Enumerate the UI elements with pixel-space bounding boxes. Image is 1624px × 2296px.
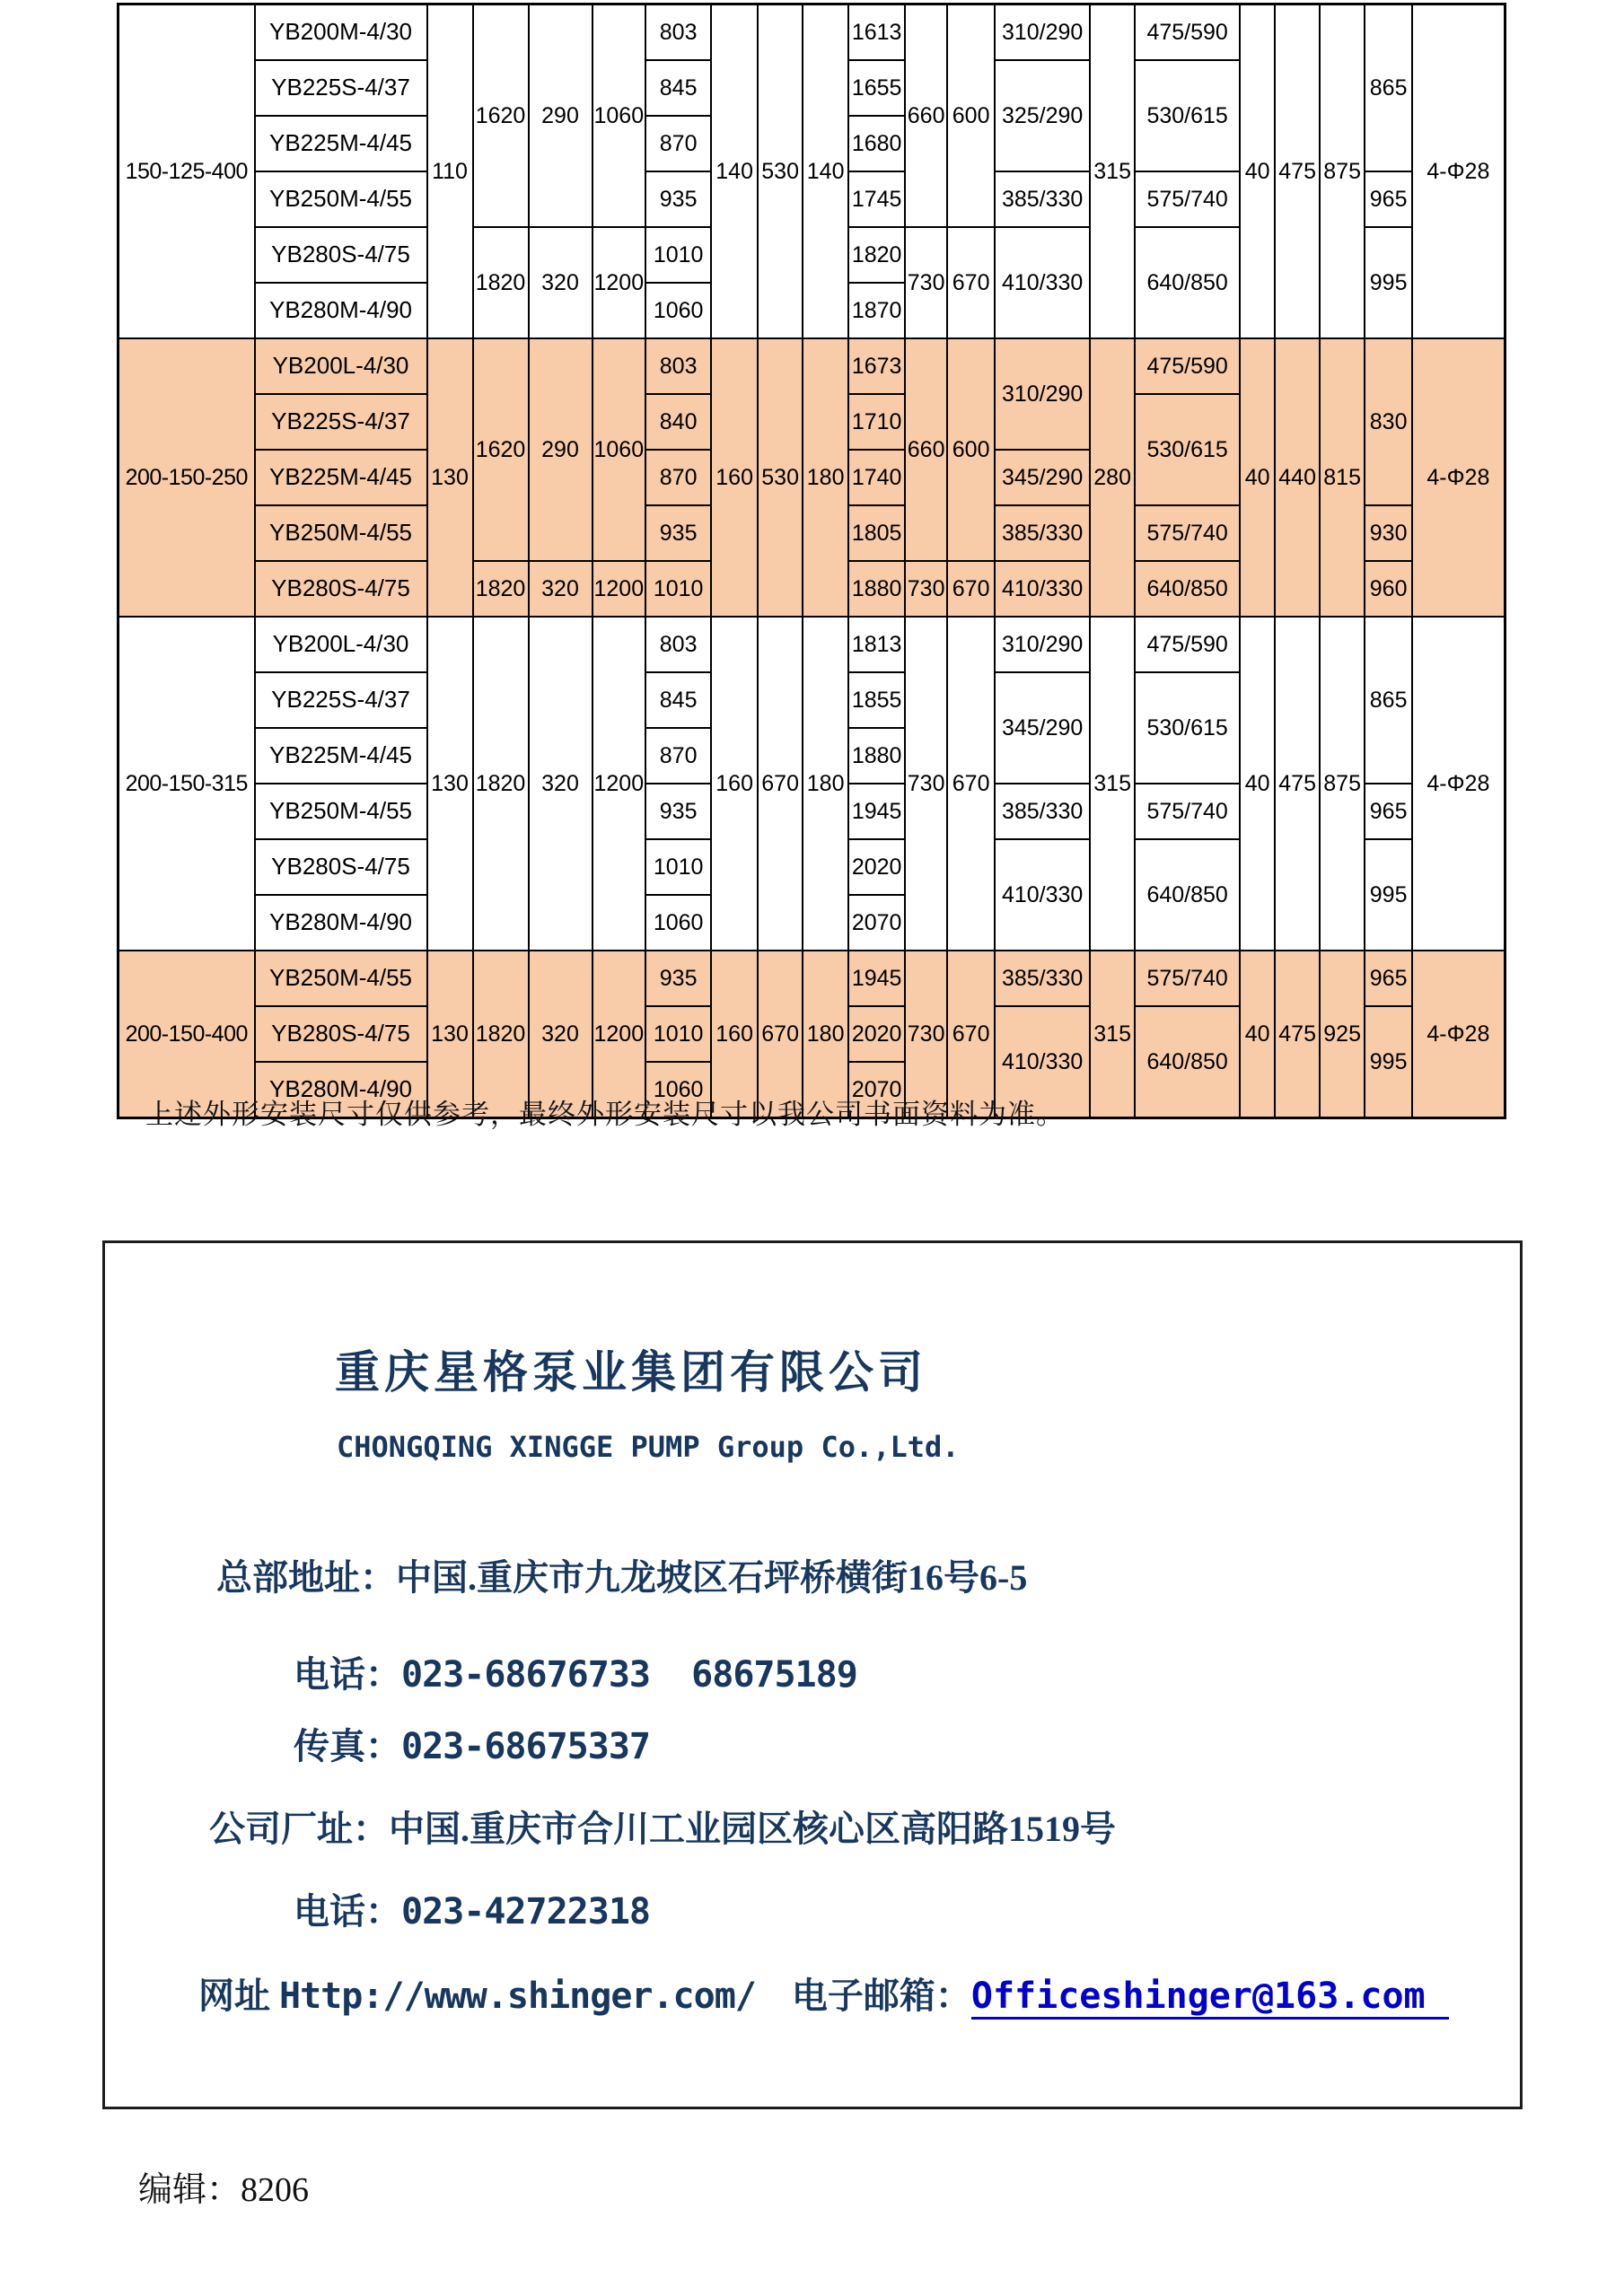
factory-address-label: 公司厂址： (209, 1809, 389, 1849)
dimension-cell: 1655 (848, 60, 905, 116)
dimension-cell: 1620 (473, 4, 529, 228)
dimension-cell: 830 (1365, 338, 1412, 505)
website-url: Http://www.shinger.com/ (279, 1976, 756, 2017)
dimension-cell: 575/740 (1135, 784, 1240, 839)
dimension-cell: 40 (1240, 951, 1275, 1118)
dimension-cell: 310/290 (995, 338, 1090, 450)
motor-model-cell: YB280S-4/75 (255, 561, 427, 617)
dimension-cell: 640/850 (1135, 1006, 1240, 1118)
dimension-cell: 130 (427, 338, 473, 617)
dimension-cell: 670 (947, 561, 995, 617)
dimension-cell: 1060 (645, 1062, 711, 1118)
dimension-cell: 2070 (848, 1062, 905, 1118)
table-body (119, 4, 1505, 1118)
dimension-cell: 803 (645, 338, 711, 394)
dimension-cell: 320 (529, 617, 593, 951)
dimension-cell: 995 (1365, 1006, 1412, 1118)
dimension-cell: 1945 (848, 784, 905, 839)
dimension-cell: 1060 (593, 338, 646, 561)
company-name-zh: 重庆星格泵业集团有限公司 (335, 1347, 927, 1398)
dimension-cell: 960 (1365, 561, 1412, 617)
motor-model-cell: YB225M-4/45 (255, 116, 427, 171)
dimension-cell: 965 (1365, 784, 1412, 839)
dimension-cell: 730 (905, 227, 947, 338)
dimension-cell: 385/330 (995, 784, 1090, 839)
dimension-cell: 925 (1320, 951, 1365, 1118)
dimension-cell: 280 (1090, 338, 1135, 617)
dimension-cell: 1880 (848, 561, 905, 617)
motor-model-cell: YB280S-4/75 (255, 227, 427, 283)
dimension-cell: 730 (905, 617, 947, 951)
dimension-cell: 1870 (848, 283, 905, 338)
motor-model-cell: YB250M-4/55 (255, 505, 427, 561)
dimension-cell: 310/290 (995, 4, 1090, 61)
dimension-cell: 110 (427, 4, 473, 339)
dimension-cell: 865 (1365, 4, 1412, 172)
dimension-cell: 140 (711, 4, 758, 339)
dimension-cell: 315 (1090, 617, 1135, 951)
dimension-cell: 865 (1365, 617, 1412, 784)
dimension-cell: 640/850 (1135, 839, 1240, 951)
dimension-cell: 1680 (848, 116, 905, 171)
dimension-cell: 320 (529, 951, 593, 1118)
dimension-cell: 410/330 (995, 1006, 1090, 1118)
dimension-cell: 640/850 (1135, 561, 1240, 617)
motor-model-cell: YB280M-4/90 (255, 283, 427, 338)
dimension-cell: 660 (905, 338, 947, 561)
phone2-label: 电话： (294, 1891, 401, 1932)
dimension-cell: 410/330 (995, 227, 1090, 338)
dimension-cell: 4-Φ28 (1412, 4, 1505, 339)
motor-model-cell: YB225S-4/37 (255, 672, 427, 728)
dimension-cell: 815 (1320, 338, 1365, 617)
hq-address-value: 中国.重庆市九龙坡区石坪桥横街16号6-5 (396, 1557, 1028, 1598)
dimension-cell: 475/590 (1135, 617, 1240, 672)
dimension-cell: 4-Φ28 (1412, 951, 1505, 1118)
dimension-cell: 1945 (848, 951, 905, 1006)
dimension-cell: 965 (1365, 171, 1412, 227)
motor-model-cell: YB280S-4/75 (255, 1006, 427, 1062)
dimension-cell: 730 (905, 561, 947, 617)
dimension-cell: 4-Φ28 (1412, 617, 1505, 951)
dimension-cell: 1620 (473, 338, 529, 561)
dimension-cell: 575/740 (1135, 951, 1240, 1006)
motor-model-cell: YB225M-4/45 (255, 450, 427, 505)
dimension-cell: 1820 (473, 561, 529, 617)
dimension-cell: 1820 (473, 227, 529, 338)
dimension-cell: 475/590 (1135, 338, 1240, 394)
dimension-cell: 845 (645, 60, 711, 116)
dimension-cell: 935 (645, 505, 711, 561)
dimension-cell: 803 (645, 617, 711, 672)
dimension-cell: 385/330 (995, 505, 1090, 561)
dimension-cell: 670 (758, 617, 803, 951)
dimension-cell: 40 (1240, 4, 1275, 339)
dimension-cell: 40 (1240, 338, 1275, 617)
dimension-cell: 1200 (593, 561, 646, 617)
dimension-cell: 130 (427, 617, 473, 951)
dimension-cell: 1010 (645, 1006, 711, 1062)
dimension-cell: 670 (947, 617, 995, 951)
motor-model-cell: YB225S-4/37 (255, 394, 427, 450)
dimension-cell: 160 (711, 617, 758, 951)
dimension-cell: 1820 (848, 227, 905, 283)
motor-model-cell: YB250M-4/55 (255, 171, 427, 227)
dimension-cell: 870 (645, 728, 711, 784)
dimension-cell: 440 (1275, 338, 1320, 617)
dimension-cell: 2020 (848, 839, 905, 895)
dimension-cell: 475 (1275, 4, 1320, 339)
dimension-cell: 660 (905, 4, 947, 228)
dimension-cell: 575/740 (1135, 505, 1240, 561)
dimension-cell: 1813 (848, 617, 905, 672)
motor-model-cell: YB280M-4/90 (255, 1062, 427, 1118)
pump-size-cell: 200-150-250 (119, 338, 255, 617)
dimension-cell: 840 (645, 394, 711, 450)
dimension-cell: 410/330 (995, 561, 1090, 617)
dimension-cell: 1855 (848, 672, 905, 728)
dimension-cell: 875 (1320, 617, 1365, 951)
pump-size-cell: 150-125-400 (119, 4, 255, 339)
dimension-cell: 140 (803, 4, 848, 339)
dimension-cell: 290 (529, 338, 593, 561)
dimension-cell: 575/740 (1135, 171, 1240, 227)
dimension-cell: 530 (758, 338, 803, 617)
dimension-cell: 4-Φ28 (1412, 338, 1505, 617)
dimension-cell: 1200 (593, 617, 646, 951)
dimension-cell: 345/290 (995, 672, 1090, 784)
motor-model-cell: YB250M-4/55 (255, 951, 427, 1006)
dimension-cell: 530/615 (1135, 394, 1240, 505)
dimension-cell: 600 (947, 338, 995, 561)
dimension-cell: 1740 (848, 450, 905, 505)
dimension-cell: 475/590 (1135, 4, 1240, 61)
web-email-line (145, 1925, 1449, 2061)
fax-value: 023-68675337 (401, 1726, 650, 1767)
dimension-cell: 870 (645, 116, 711, 171)
pump-size-cell: 200-150-315 (119, 617, 255, 951)
dimension-cell: 1010 (645, 839, 711, 895)
dimension-cell: 160 (711, 951, 758, 1118)
pump-size-cell: 200-150-400 (119, 951, 255, 1118)
dimension-cell: 530 (758, 4, 803, 339)
dimension-cell: 385/330 (995, 951, 1090, 1006)
dimension-cell: 670 (947, 951, 995, 1118)
motor-model-cell: YB225M-4/45 (255, 728, 427, 784)
disclaimer-note: 上述外形安装尺寸仅供参考，最终外形安装尺寸以我公司书面资料为准。 (145, 1099, 1065, 1130)
fax-label: 传真： (294, 1726, 401, 1766)
dimension-cell: 1710 (848, 394, 905, 450)
dimension-cell: 290 (529, 4, 593, 228)
dimension-cell: 600 (947, 4, 995, 228)
website-label: 网址 (198, 1976, 270, 2016)
dimension-cell: 1745 (848, 171, 905, 227)
motor-model-cell: YB250M-4/55 (255, 784, 427, 839)
dimension-cell: 325/290 (995, 60, 1090, 171)
dimension-cell: 1673 (848, 338, 905, 394)
phone2-value: 023-42722318 (401, 1891, 650, 1932)
dimension-cell: 310/290 (995, 617, 1090, 672)
dimension-cell: 1820 (473, 951, 529, 1118)
email-link[interactable]: Officeshinger@163.com (971, 1976, 1449, 2020)
dimension-cell: 1060 (593, 4, 646, 228)
dimension-cell: 640/850 (1135, 227, 1240, 338)
email-label: 电子邮箱： (791, 1976, 971, 2016)
motor-model-cell: YB280M-4/90 (255, 895, 427, 951)
dimension-cell: 670 (758, 951, 803, 1118)
dimension-cell: 180 (803, 617, 848, 951)
dimension-cell: 1060 (645, 895, 711, 951)
dimension-cell: 1820 (473, 617, 529, 951)
dimension-cell: 1200 (593, 227, 646, 338)
dimension-cell: 730 (905, 951, 947, 1118)
dimension-cell: 475 (1275, 617, 1320, 951)
dimension-cell: 935 (645, 171, 711, 227)
phone1-value: 023-68676733 68675189 (401, 1654, 857, 1696)
dimension-cell: 935 (645, 951, 711, 1006)
dimension-cell: 1060 (645, 283, 711, 338)
dimension-cell: 1010 (645, 561, 711, 617)
dimension-cell: 870 (645, 450, 711, 505)
dimension-cell: 320 (529, 227, 593, 338)
dimension-cell: 315 (1090, 951, 1135, 1118)
dimension-cell: 530/615 (1135, 60, 1240, 171)
editor-footer: 编辑：8206 (138, 2171, 310, 2209)
dimension-cell: 1613 (848, 4, 905, 61)
dimension-cell: 2020 (848, 1006, 905, 1062)
dimension-cell: 475 (1275, 951, 1320, 1118)
motor-model-cell: YB225S-4/37 (255, 60, 427, 116)
factory-address-value: 中国.重庆市合川工业园区核心区高阳路1519号 (389, 1809, 1116, 1849)
motor-model-cell: YB200L-4/30 (255, 617, 427, 672)
dimension-cell: 845 (645, 672, 711, 728)
dimension-cell: 2070 (848, 895, 905, 951)
dimension-cell: 160 (711, 338, 758, 617)
dimension-cell: 1880 (848, 728, 905, 784)
dimension-cell: 180 (803, 338, 848, 617)
dimension-cell: 1010 (645, 227, 711, 283)
company-name-en: CHONGQING XINGGE PUMP Group Co.,Ltd. (337, 1430, 960, 1464)
dimension-cell: 315 (1090, 4, 1135, 339)
motor-model-cell: YB200L-4/30 (255, 338, 427, 394)
motor-model-cell: YB280S-4/75 (255, 839, 427, 895)
dimension-cell: 40 (1240, 617, 1275, 951)
dimension-cell: 995 (1365, 227, 1412, 338)
dimension-cell: 345/290 (995, 450, 1090, 505)
dimension-cell: 670 (947, 227, 995, 338)
hq-address-label: 总部地址： (216, 1557, 396, 1598)
dimension-cell: 935 (645, 784, 711, 839)
dimension-cell: 530/615 (1135, 672, 1240, 784)
phone1-label: 电话： (294, 1654, 401, 1695)
motor-model-cell: YB200M-4/30 (255, 4, 427, 61)
company-info-box (102, 1240, 1523, 2109)
dimension-cell: 320 (529, 561, 593, 617)
dimension-cell: 803 (645, 4, 711, 61)
dimension-cell: 130 (427, 951, 473, 1118)
dimension-cell: 410/330 (995, 839, 1090, 951)
dimension-cell: 385/330 (995, 171, 1090, 227)
dimension-cell: 875 (1320, 4, 1365, 339)
dimension-cell: 1200 (593, 951, 646, 1118)
dimension-table (117, 3, 1506, 1119)
dimension-cell: 995 (1365, 839, 1412, 951)
dimension-cell: 930 (1365, 505, 1412, 561)
dimension-cell: 180 (803, 951, 848, 1118)
dimension-cell: 965 (1365, 951, 1412, 1006)
dimension-cell: 1805 (848, 505, 905, 561)
